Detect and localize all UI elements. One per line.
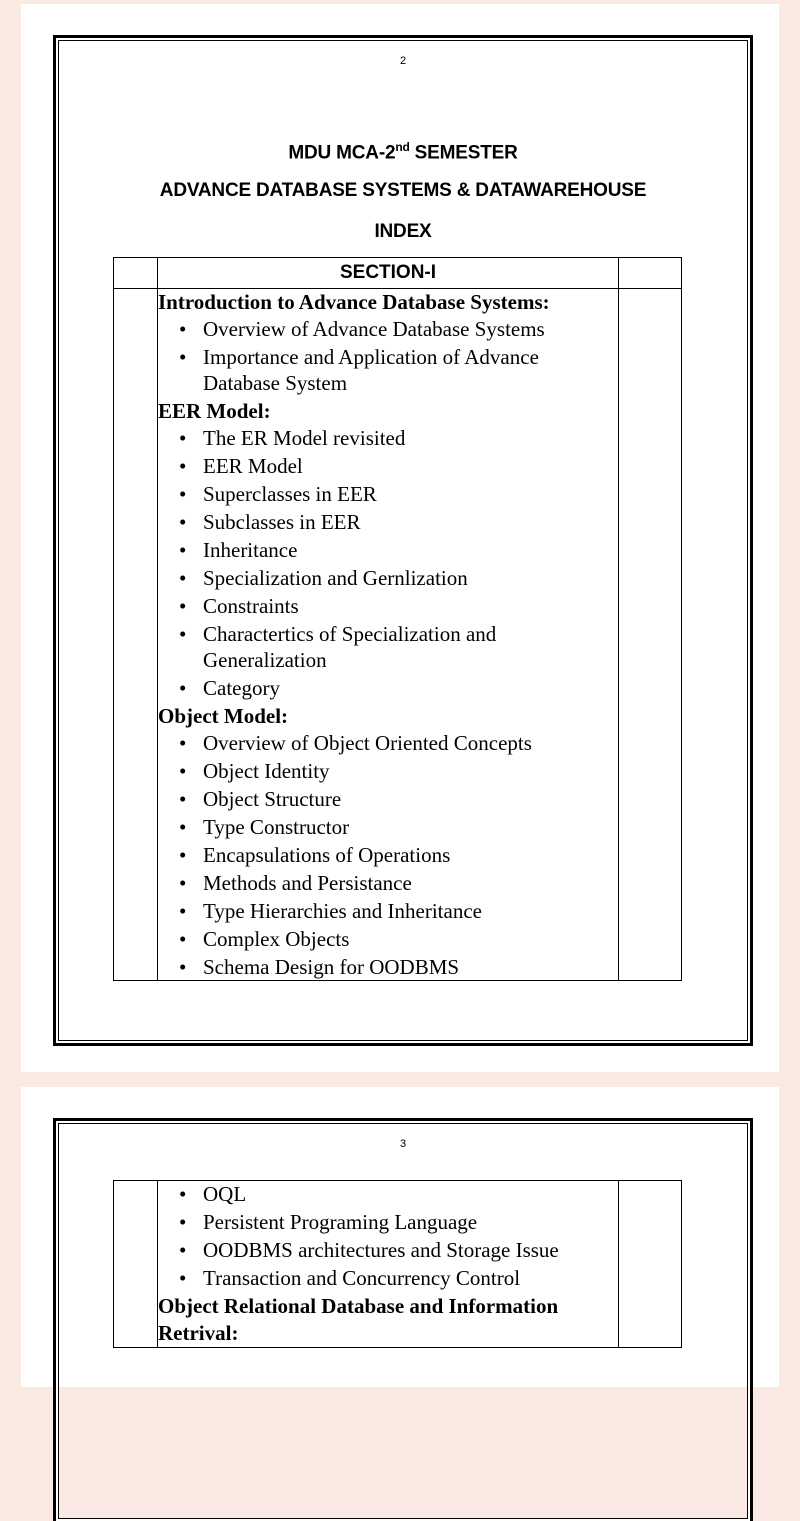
list-item: • Subclasses in EER — [203, 509, 618, 535]
list-item: • Constraints — [203, 593, 618, 619]
list-item: • Schema Design for OODBMS — [203, 954, 618, 980]
table-row — [114, 289, 682, 981]
section-title: SECTION-I — [158, 258, 619, 289]
list-item: • Object Identity — [203, 758, 618, 784]
page-number: 2 — [399, 55, 407, 67]
table-cell-empty — [114, 289, 158, 981]
topic-title: Object Model: — [158, 704, 289, 728]
list-item: • Complex Objects — [203, 926, 618, 952]
topic-list — [158, 316, 618, 396]
topic-list — [158, 425, 618, 701]
list-item: • Superclasses in EER — [203, 481, 618, 507]
topics-cell — [158, 1181, 619, 1348]
list-item: • Importance and Application of Advance Database System — [203, 344, 618, 396]
list-item: • Overview of Object Oriented Concepts — [203, 730, 618, 756]
table-cell-empty — [114, 1181, 158, 1348]
topic-list — [158, 730, 618, 980]
index-table — [113, 257, 682, 981]
list-item: • Charactertics of Specialization and Generalization — [203, 621, 618, 673]
list-item: • The ER Model revisited — [203, 425, 618, 451]
course-heading-tail: SEMESTER — [409, 142, 518, 164]
page-number: 3 — [399, 1138, 407, 1150]
index-heading: INDEX — [374, 221, 432, 242]
topic-title: Object Relational Database and Information Retrival: — [158, 1294, 559, 1345]
document-page-3 — [21, 1087, 779, 1387]
list-item: • Persistent Programing Language — [203, 1209, 618, 1235]
table-cell-empty — [619, 258, 682, 289]
list-item: • EER Model — [203, 453, 618, 479]
course-heading — [56, 140, 750, 164]
list-item: • Type Constructor — [203, 814, 618, 840]
table-cell-empty — [619, 1181, 682, 1348]
course-heading-main: MDU MCA-2 — [288, 142, 396, 164]
index-table — [113, 1180, 682, 1348]
course-heading-sup: nd — [395, 140, 410, 154]
table-header-row — [114, 258, 682, 289]
topics-cell — [158, 289, 619, 981]
list-item: • Inheritance — [203, 537, 618, 563]
list-item: • Transaction and Concurrency Control — [203, 1265, 618, 1291]
table-cell-empty — [114, 258, 158, 289]
document-page-2 — [21, 4, 779, 1072]
list-item: • Object Structure — [203, 786, 618, 812]
list-item: • Category — [203, 675, 618, 701]
list-item: • Specialization and Gernlization — [203, 565, 618, 591]
page-border — [53, 35, 753, 1046]
list-item: • Methods and Persistance — [203, 870, 618, 896]
list-item: • OQL — [203, 1181, 618, 1207]
list-item: • Type Hierarchies and Inheritance — [203, 898, 618, 924]
table-cell-empty — [619, 289, 682, 981]
topic-title: EER Model: — [158, 399, 271, 423]
list-item: • OODBMS architectures and Storage Issue — [203, 1237, 618, 1263]
subject-heading: ADVANCE DATABASE SYSTEMS & DATAWAREHOUSE — [159, 180, 647, 201]
list-item: • Encapsulations of Operations — [203, 842, 618, 868]
page-border — [53, 1118, 753, 1521]
list-item: • Overview of Advance Database Systems — [203, 316, 618, 342]
topic-list — [158, 1181, 618, 1291]
table-row — [114, 1181, 682, 1348]
topic-title: Introduction to Advance Database Systems: — [158, 290, 550, 314]
